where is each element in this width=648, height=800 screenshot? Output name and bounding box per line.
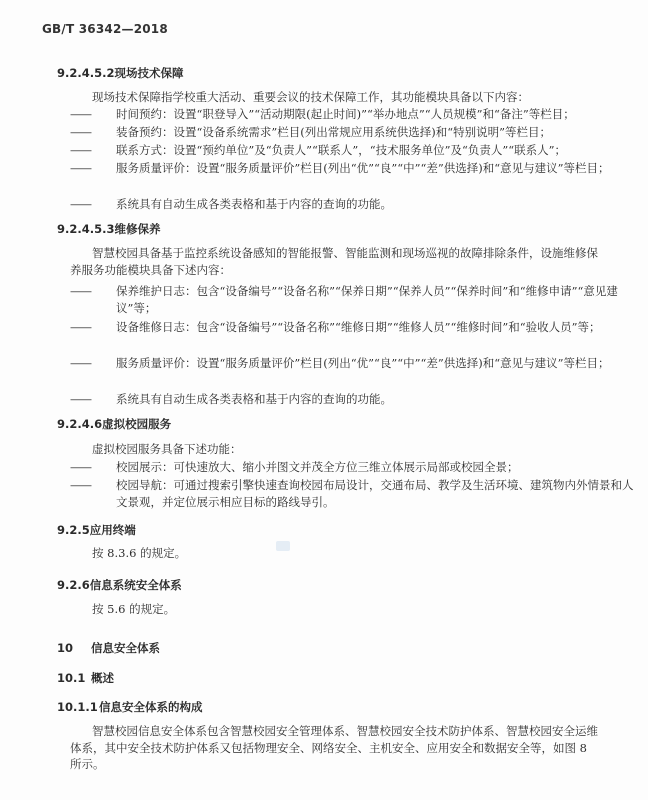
section-heading-10 bbox=[57, 640, 160, 656]
section-number: 9.2.5 bbox=[57, 523, 90, 537]
section-number: 10 bbox=[57, 641, 74, 655]
paragraph: 现场技术保障指学校重大活动、重要会议的技术保障工作，其功能模块具备以下内容： bbox=[92, 90, 529, 104]
section-heading-10-1 bbox=[57, 670, 114, 686]
paragraph: 智慧校园信息安全体系包含智慧校园安全管理体系、智慧校园安全技术防护体系、智慧校园安全运维体系，其中安全技术防护体系又包括物理安全、网络安全、主机安全、应用安全和数据安全等，如图 8 所示。 bbox=[70, 724, 598, 771]
section-number: 10.1 bbox=[57, 671, 86, 685]
standard-header: GB/T 36342—2018 bbox=[42, 22, 168, 36]
list-item: —— 保养维护日志：包含“设备编号”“设备名称”“保养日期”“保养人员”“保养时间”和“维修申请”“意见建议”等； bbox=[70, 284, 618, 315]
section-number: 9.2.4.6 bbox=[57, 417, 103, 431]
section-title: 现场技术保障 bbox=[114, 66, 184, 80]
section-heading-9-2-5 bbox=[57, 522, 136, 538]
section-title: 虚拟校园服务 bbox=[102, 417, 172, 431]
list-item: —— 服务质量评价：设置“服务质量评价”栏目(列出“优”“良”“中”“差”供选择)和“意见与建议”等栏目； bbox=[70, 161, 610, 175]
section-title: 概述 bbox=[91, 671, 114, 685]
list-item: —— 校园导航：可通过搜索引擎快速查询校园布局设计，交通布局、教学及生活环境、建筑物内外情景和人文景观，并定位展示相应目标的路线导引。 bbox=[70, 478, 634, 509]
section-title: 信息系统安全体系 bbox=[89, 578, 182, 592]
list-item: —— 联系方式：设置“预约单位”及“负责人”“联系人”，“技术服务单位”及“负责人”“联系人”； bbox=[70, 143, 567, 157]
section-heading-9-2-4-5-2 bbox=[57, 65, 183, 81]
section-number: 9.2.4.5.2 bbox=[57, 66, 115, 80]
list-item: —— 时间预约：设置“职登导入”“活动期限(起止时间)”“举办地点”“人员规模”和“备注”等栏目； bbox=[70, 107, 575, 121]
watermark-mark bbox=[276, 541, 290, 551]
paragraph: 按 5.6 的规定。 bbox=[92, 602, 176, 616]
list-item: —— 设备维修日志：包含“设备编号”“设备名称”“维修日期”“维修人员”“维修时间”和“验收人员”等； bbox=[70, 320, 601, 334]
section-title: 信息安全体系的构成 bbox=[99, 700, 203, 714]
list-item: —— 系统具有自动生成各类表格和基于内容的查询的功能。 bbox=[70, 392, 392, 406]
paragraph: 智慧校园具备基于监控系统设备感知的智能报警、智能监测和现场巡视的故障排除条件，设施维修保养服务功能模块具备下述内容： bbox=[70, 246, 598, 277]
section-heading-9-2-4-5-3 bbox=[57, 221, 160, 237]
section-title: 维修保养 bbox=[114, 222, 161, 236]
section-title: 信息安全体系 bbox=[91, 641, 160, 655]
paragraph: 按 8.3.6 的规定。 bbox=[92, 546, 187, 560]
section-number: 9.2.6 bbox=[57, 578, 90, 592]
list-item: —— 校园展示：可快速放大、缩小并图文并茂全方位三维立体展示局部或校园全景； bbox=[70, 460, 519, 474]
list-item: —— 系统具有自动生成各类表格和基于内容的查询的功能。 bbox=[70, 197, 392, 211]
list-item: —— 装备预约：设置“设备系统需求”栏目(列出常规应用系统供选择)和“特别说明”等栏目； bbox=[70, 125, 551, 139]
paragraph: 虚拟校园服务具备下述功能： bbox=[92, 442, 242, 456]
section-number: 10.1.1 bbox=[57, 700, 98, 714]
section-heading-9-2-6 bbox=[57, 577, 182, 593]
list-item: —— 服务质量评价：设置“服务质量评价”栏目(列出“优”“良”“中”“差”供选择)和“意见与建议”等栏目； bbox=[70, 356, 610, 370]
section-heading-9-2-4-6 bbox=[57, 416, 171, 432]
section-number: 9.2.4.5.3 bbox=[57, 222, 115, 236]
section-title: 应用终端 bbox=[89, 523, 136, 537]
section-heading-10-1-1 bbox=[57, 699, 203, 715]
